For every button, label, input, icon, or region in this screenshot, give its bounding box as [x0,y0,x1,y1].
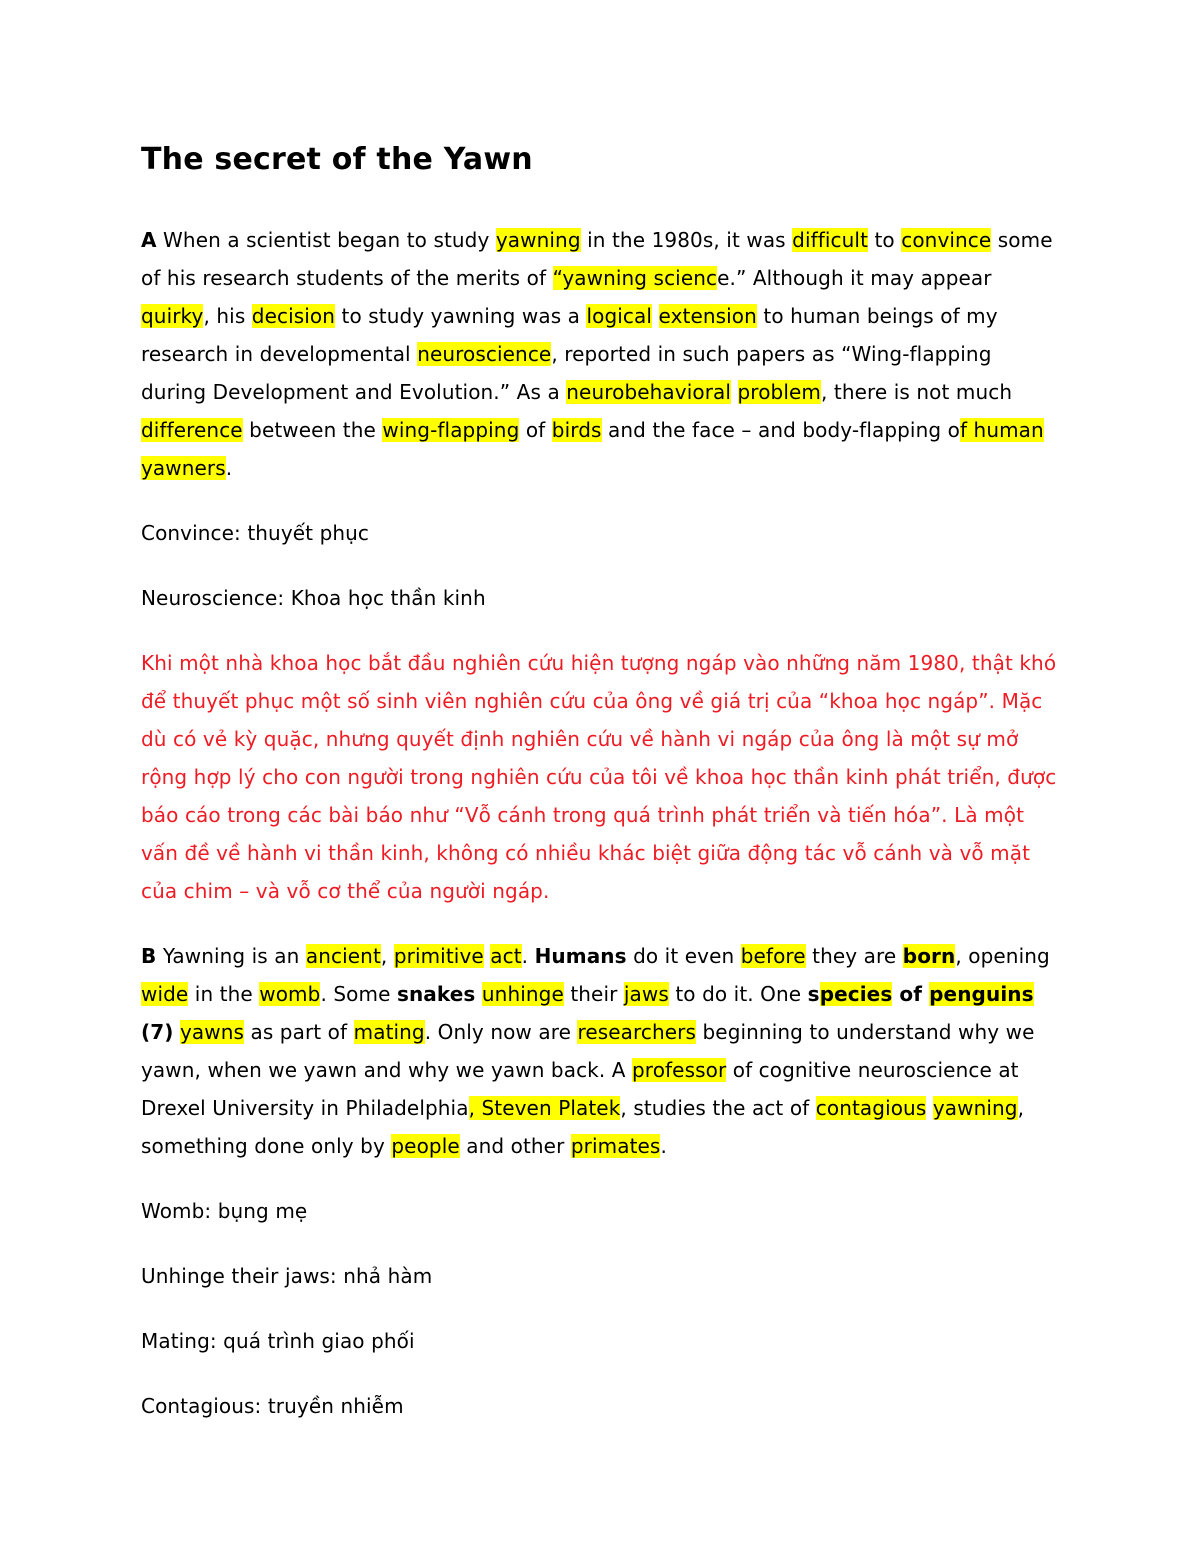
text-run: to human beings of my research in developmental [141,304,998,366]
document-title: The secret of the Yawn [141,142,533,177]
highlighted-term: wide [141,982,189,1006]
text-run: Khi một nhà khoa học bắt đầu nghiên cứu hiện tượng ngáp vào những năm 1980, thật khó để thuyết phục một số sinh viên nghiên cứu của ông về giá trị của “khoa học ngáp”. Mặc dù có vẻ kỳ quặc, nhưng quyết định nghiên cứu về hành vi ngáp của ông là một sự mở rộng hợp lý cho con người trong nghiên cứu của tôi về khoa học thần kinh phát triển, được báo cáo trong các bài báo như “Vỗ cánh trong quá trình phát triển và tiến hóa”. Là một vấn đề về hành vi thần kinh, không có nhiều khác biệt giữa động tác vỗ cánh và vỗ mặt của chim – và vỗ cơ thể của người ngáp. [141,651,1057,903]
highlighted-term: wing-flapping [382,418,520,442]
paragraph-translation-a [141,644,1061,910]
highlighted-term: quirky [141,304,204,328]
highlighted-term: birds [551,418,602,442]
text-run [731,380,737,404]
highlighted-term: act [490,944,522,968]
text-run: to do it. One [668,982,808,1006]
highlighted-term: neuroscience [417,342,552,366]
text-run: Neuroscience: Khoa học thần kinh [141,586,486,610]
text-run: , reported in such papers as “Wing-flapping during Development and Evolution.” As a [141,342,992,404]
text-run: , opening [955,944,1050,968]
highlighted-term: people [391,1134,460,1158]
highlighted-term: yawning [495,228,581,252]
text-run: beginning to understand why we yawn, when we yawn and why we yawn back. A [141,1020,1035,1082]
text-run: of cognitive neuroscience at Drexel University in Philadelphia [141,1058,1019,1120]
highlighted-term: ancient [305,944,381,968]
text-run: some of his research students of the merits of [141,228,1053,290]
highlighted-term: yawns [179,1020,245,1044]
text-run: , something done only by [141,1096,1025,1158]
text-run: as part of [244,1020,354,1044]
text-run: Unhinge their jaws: nhả hàm [141,1264,433,1288]
text-run: and other [459,1134,571,1158]
highlighted-term: pecies [819,982,893,1006]
text-run: do it even [626,944,741,968]
highlighted-term: jaws [623,982,669,1006]
text-run [652,304,658,328]
highlighted-term: f human yawners [141,418,1044,480]
highlighted-term: professor [632,1058,727,1082]
highlighted-term: neurobehavioral [566,380,732,404]
highlighted-term: , Steven Platek [468,1096,621,1120]
text-run: of [519,418,552,442]
highlighted-term: convince [901,228,992,252]
text-run: , [380,944,394,968]
text-run [174,1020,180,1044]
highlighted-term: born [902,944,956,968]
text-run: . Some [320,982,397,1006]
highlighted-term: primates [570,1134,661,1158]
highlighted-term: researchers [577,1020,697,1044]
text-run: Mating: quá trình giao phối [141,1329,415,1353]
text-run: of [892,982,930,1006]
paragraph-para-b [141,937,1061,1165]
highlighted-term: unhinge [481,982,564,1006]
text-run: . [521,944,535,968]
text-run: snakes [396,982,476,1006]
text-run: and the face – and body-flapping o [601,418,960,442]
text-run: between the [242,418,383,442]
text-run: they are [805,944,903,968]
highlighted-term: extension [658,304,757,328]
text-run: A [141,228,157,252]
highlighted-term: womb [259,982,321,1006]
text-run: (7) [141,1020,174,1044]
text-run: in the 1980s, it was [580,228,793,252]
text-run: , there is not much [820,380,1013,404]
text-run: . Only now are [424,1020,578,1044]
text-run: , studies the act of [620,1096,816,1120]
paragraph-para-a [141,221,1061,487]
text-run: in the [188,982,260,1006]
paragraph-vocab-mating [141,1322,1061,1360]
text-run: Contagious: truyền nhiễm [141,1394,404,1418]
text-run: . [660,1134,667,1158]
highlighted-term: decision [251,304,336,328]
paragraph-vocab-unhinge [141,1257,1061,1295]
document-page [141,136,1061,1452]
text-run [475,982,481,1006]
text-run: Humans [534,944,627,968]
paragraph-vocab-neuroscience [141,579,1061,617]
paragraph-vocab-contagious [141,1387,1061,1425]
text-run: Yawning is an [156,944,306,968]
highlighted-term: logical [586,304,653,328]
highlighted-term: before [740,944,806,968]
text-run: s [807,982,820,1006]
text-run: When a scientist began to study [156,228,496,252]
highlighted-term: “yawning scienc [552,266,718,290]
text-run: to [868,228,902,252]
paragraph-vocab-womb [141,1192,1061,1230]
text-run: e.” Although it may appear [717,266,992,290]
highlighted-term: problem [737,380,821,404]
document-body [141,221,1061,1425]
highlighted-term: contagious [815,1096,927,1120]
highlighted-term: difference [141,418,243,442]
text-run: , his [203,304,252,328]
text-run: to study yawning was a [335,304,587,328]
text-run: B [141,944,157,968]
text-run: their [563,982,624,1006]
text-run: Womb: bụng mẹ [141,1199,308,1223]
text-run [926,1096,932,1120]
text-run: Convince: thuyết phục [141,521,370,545]
highlighted-term: penguins [929,982,1034,1006]
highlighted-term: yawning [932,1096,1018,1120]
highlighted-term: mating [353,1020,425,1044]
highlighted-term: difficult [792,228,869,252]
paragraph-vocab-convince [141,514,1061,552]
text-run: . [225,456,233,480]
highlighted-term: primitive [393,944,484,968]
